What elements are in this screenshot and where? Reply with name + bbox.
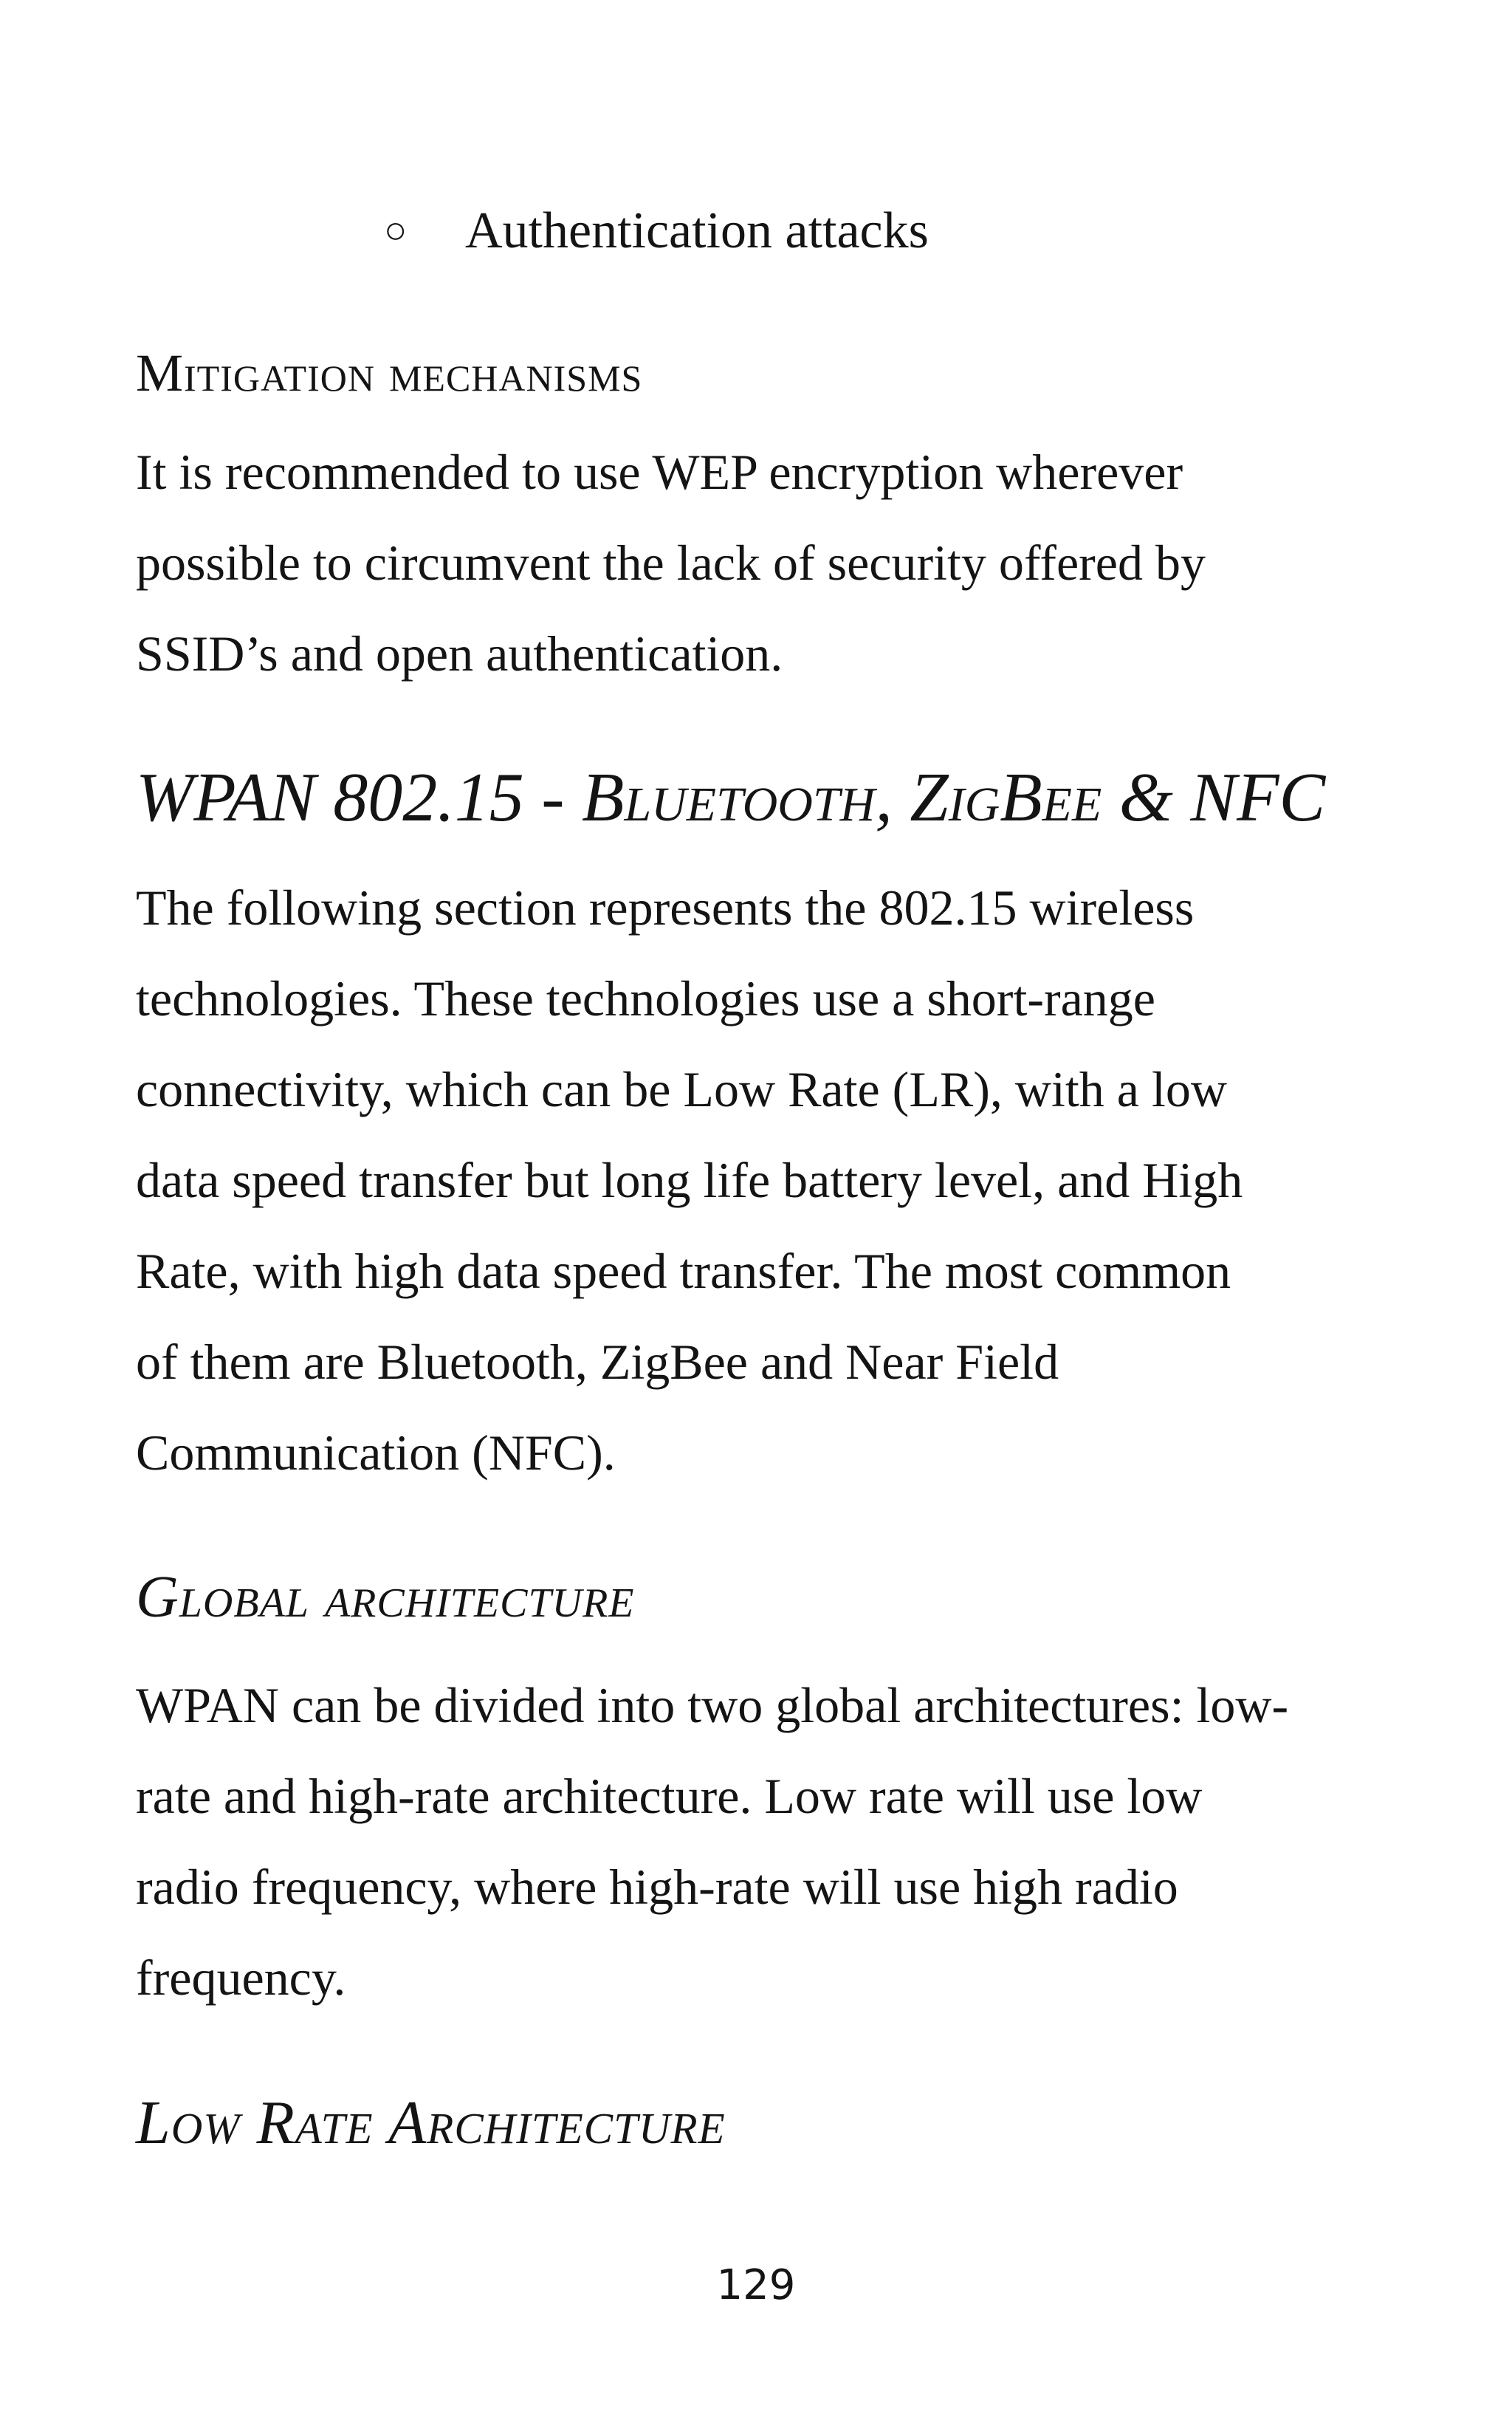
paragraph-line: of them are Bluetooth, ZigBee and Near Field <box>136 1334 1059 1390</box>
bullet-item <box>0 198 1512 264</box>
paragraph-line: connectivity, which can be Low Rate (LR), with a low <box>136 1061 1227 1117</box>
paragraph-line: technologies. These technologies use a short-range <box>136 970 1155 1026</box>
global-architecture-paragraph <box>136 1660 1406 2023</box>
bullet-text: Authentication attacks <box>465 202 929 259</box>
mitigation-paragraph <box>136 427 1406 699</box>
paragraph-line: It is recommended to use WEP encryption wherever <box>136 444 1183 500</box>
paragraph-line: radio frequency, where high-rate will use high radio <box>136 1859 1178 1915</box>
paragraph-line: SSID’s and open authentication. <box>136 625 783 682</box>
mitigation-heading: Mitigation mechanisms <box>136 343 643 402</box>
paragraph-line: rate and high-rate architecture. Low rate will use low <box>136 1768 1203 1824</box>
paragraph-line: possible to circumvent the lack of security offered by <box>136 535 1206 591</box>
global-architecture-heading: Global architecture <box>136 1565 635 1630</box>
paragraph-line: frequency. <box>136 1950 346 2006</box>
bullet-marker: ○ <box>384 210 408 252</box>
low-rate-architecture-heading: Low Rate Architecture <box>136 2088 726 2157</box>
page-number: 129 <box>716 2261 796 2309</box>
paragraph-line: data speed transfer but long life battery level, and High <box>136 1152 1243 1208</box>
paragraph-line: Rate, with high data speed transfer. The most common <box>136 1243 1231 1299</box>
paragraph-line: The following section represents the 802.15 wireless <box>136 880 1195 936</box>
paragraph-line: Communication (NFC). <box>136 1425 616 1481</box>
wpan-paragraph <box>136 863 1406 1498</box>
paragraph-line: WPAN can be divided into two global architectures: low- <box>136 1677 1289 1733</box>
wpan-heading: WPAN 802.15 - Bluetooth, ZigBee & NFC <box>136 759 1326 836</box>
